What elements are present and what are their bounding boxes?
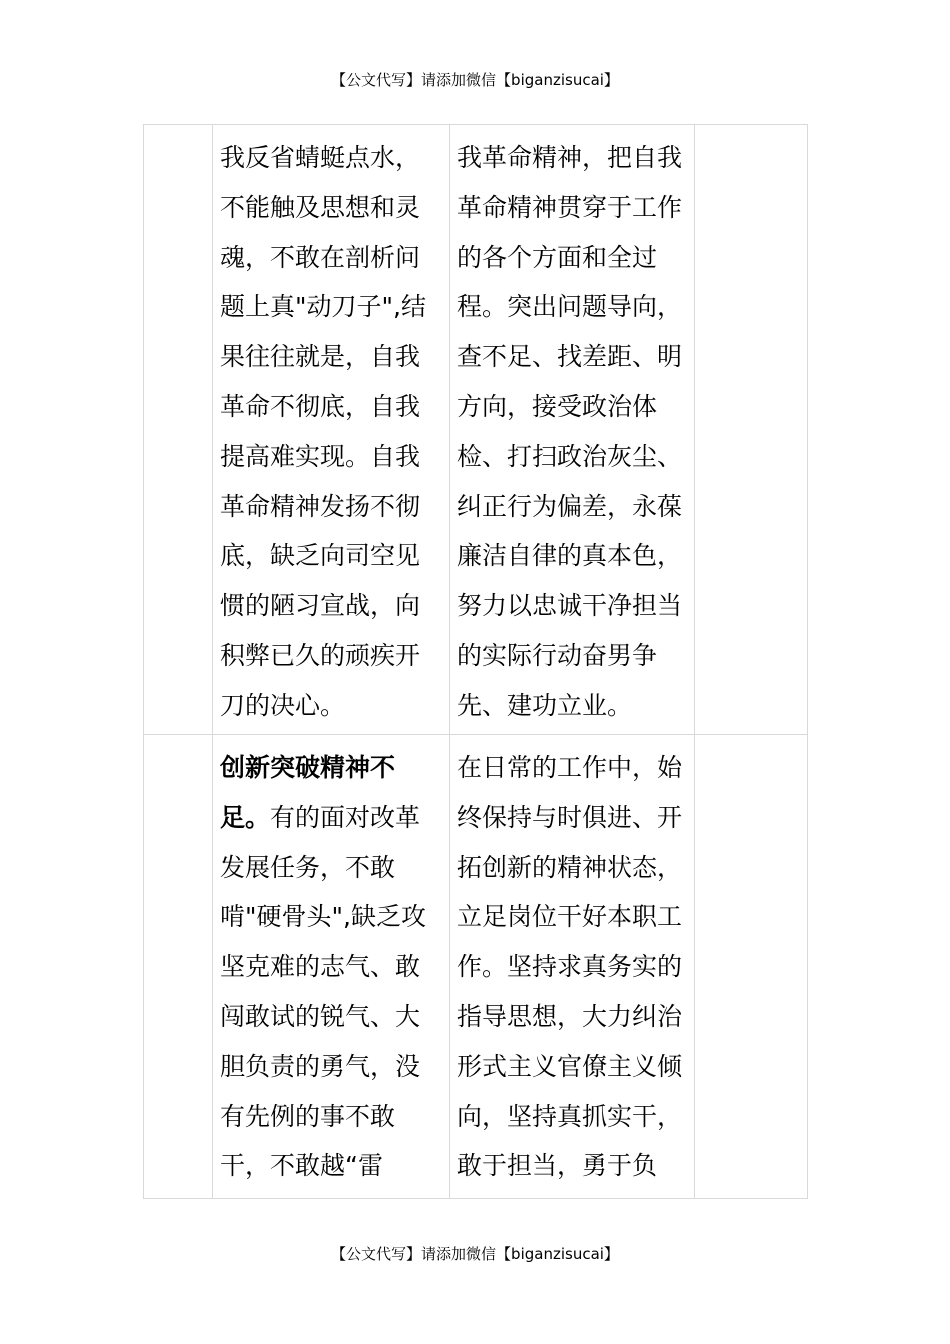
page-footer: 【公文代写】请添加微信【biganzisucai】 — [331, 1245, 619, 1263]
measure-text: 在日常的工作中，始终保持与时俱进、开拓创新的精神状态，立足岗位干好本职工作。坚持求真务实的指导思想，大力纠治形式主义官僚主义倾向，坚持真抓实干，敢于担当，勇于负 — [457, 753, 683, 1181]
problem-text-block — [213, 125, 449, 731]
problem-text-block — [213, 735, 449, 1191]
table-cell-blank-left — [144, 125, 213, 735]
table-cell-problem — [213, 125, 450, 735]
problem-text: 有的面对改革发展任务，不敢啃"硬骨头",缺乏攻坚克难的志气、敢闯敢试的锐气、大胆负责的勇气，没有先例的事不敢干，不敢越“雷 — [220, 802, 426, 1181]
table-cell-problem — [213, 735, 450, 1199]
table-cell-blank-left — [144, 735, 213, 1199]
problem-lead: 创新突破精神不足。 — [220, 753, 396, 832]
table-row — [144, 735, 808, 1199]
table-cell-measure — [450, 125, 695, 735]
document-table — [143, 124, 808, 1199]
table-cell-blank-right — [695, 735, 808, 1199]
measure-text: 我革命精神，把自我革命精神贯穿于工作的各个方面和全过程。突出问题导向，查不足、找差距、明方向，接受政治体检、打扫政治灰尘、纠正行为偏差，永葆廉洁自律的真本色，努力以忠诚干净担当的实际行动奋男争先、建功立业。 — [457, 143, 683, 720]
page-header: 【公文代写】请添加微信【biganzisucai】 — [331, 71, 619, 89]
table-cell-measure — [450, 735, 695, 1199]
table-cell-blank-right — [695, 125, 808, 735]
problem-text: 我反省蜻蜓点水，不能触及思想和灵魂，不敢在剖析问题上真"动刀子",结果往往就是，自我革命不彻底，自我提高难实现。自我革命精神发扬不彻底，缺乏向司空见惯的陋习宣战，向积弊已久的顽疾开刀的决心。 — [220, 143, 426, 720]
table-row — [144, 125, 808, 735]
